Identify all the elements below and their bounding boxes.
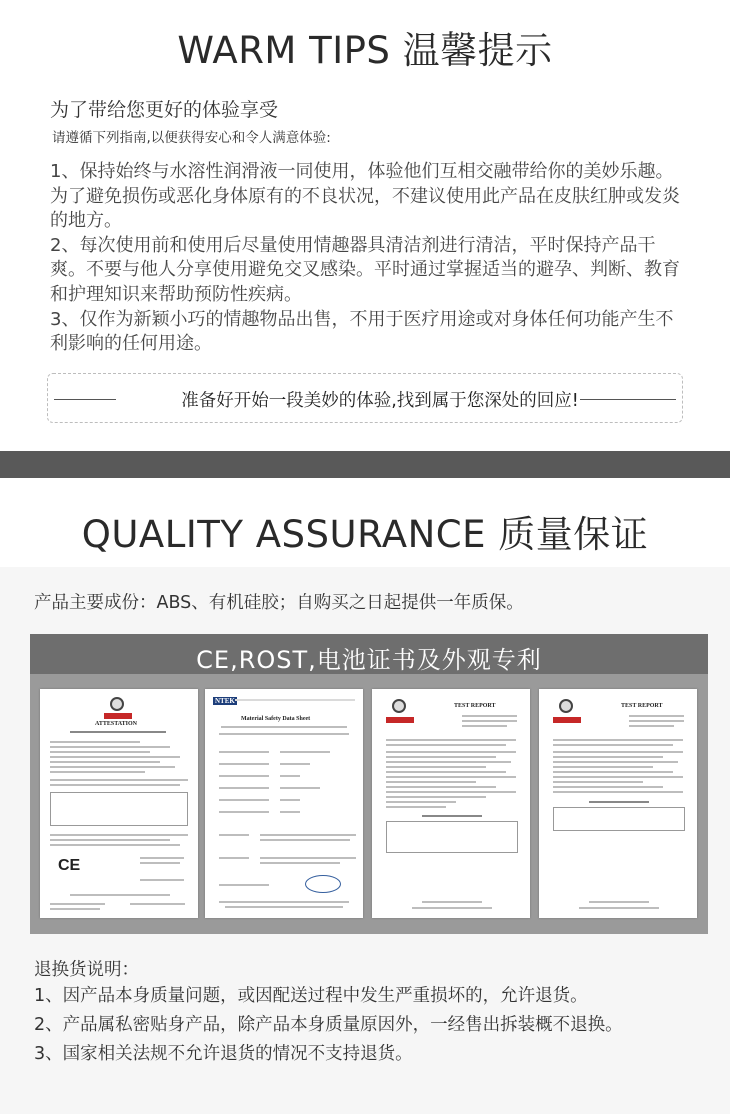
warm-tips-title: WARM TIPS 温馨提示 <box>177 29 553 72</box>
intro-subheading: 请遵循下列指南,以便获得安心和令人满意体验: <box>52 130 331 146</box>
warm-tips-section <box>0 0 730 451</box>
returns-title: 退换货说明： <box>34 960 139 980</box>
certificate-test-report-image <box>539 689 697 918</box>
material-line: 产品主要成份：ABS、有机硅胶；自购买之日起提供一年质保。 <box>34 593 524 613</box>
call-to-action-text: 准备好开始一段美妙的体验,找到属于您深处的回应! <box>181 391 579 411</box>
return-policy-item: 2、产品属私密贴身产品，除产品本身质量原因外，一经售出拆装概不退换。 <box>34 1015 623 1035</box>
return-policy-item: 3、国家相关法规不允许退货的情况不支持退货。 <box>34 1044 413 1064</box>
intro-heading: 为了带给您更好的体验享受 <box>50 99 279 121</box>
certificate-heading: TEST REPORT <box>621 703 663 709</box>
certificate-heading: TEST REPORT <box>454 703 496 709</box>
certification-seal-icon <box>110 697 124 711</box>
tip-item: 1、保持始终与水溶性润滑液一同使用，体验他们互相交融带给你的美妙乐趣。为了避免损伤或恶化身体原有的不良状况，不建议使用此产品在皮肤红肿或发炎的地方。 <box>50 161 680 232</box>
quality-title: QUALITY ASSURANCE 质量保证 <box>81 513 649 556</box>
returns-list <box>34 982 623 1069</box>
certificate-heading: ATTESTATION <box>95 721 138 727</box>
certificate-heading: Material Safety Data Sheet <box>241 716 311 722</box>
certificate-msds-image <box>205 689 363 918</box>
certificates-title-bar <box>30 634 708 674</box>
call-to-action-box <box>47 373 683 423</box>
quality-body <box>0 567 730 1114</box>
certificates-panel <box>30 634 708 934</box>
tips-list <box>50 160 690 357</box>
decorative-line <box>580 399 676 400</box>
quality-header <box>0 478 730 567</box>
tip-item: 3、仅作为新颖小巧的情趣物品出售，不用于医疗用途或对身体任何功能产生不利影响的任何用途。 <box>50 308 674 355</box>
certificate-ce-attestation-image <box>40 689 198 918</box>
certification-seal-icon <box>559 699 573 713</box>
decorative-line <box>54 399 116 400</box>
ntek-logo: NTEK <box>215 697 235 705</box>
certificates-title: CE,ROST,电池证书及外观专利 <box>196 646 542 674</box>
return-policy-item: 1、因产品本身质量问题，或因配送过程中发生严重损坏的，允许退货。 <box>34 986 588 1006</box>
certificate-test-report-image <box>372 689 530 918</box>
ce-mark: CE <box>58 857 81 874</box>
tip-item: 2、每次使用前和使用后尽量使用情趣器具清洁剂进行清洁，平时保持产品干爽。不要与他人分享使用避免交叉感染。平时通过掌握适当的避孕、判断、教育和护理知识来帮助预防性疾病。 <box>50 234 680 305</box>
section-divider <box>0 451 730 478</box>
certification-seal-icon <box>392 699 406 713</box>
